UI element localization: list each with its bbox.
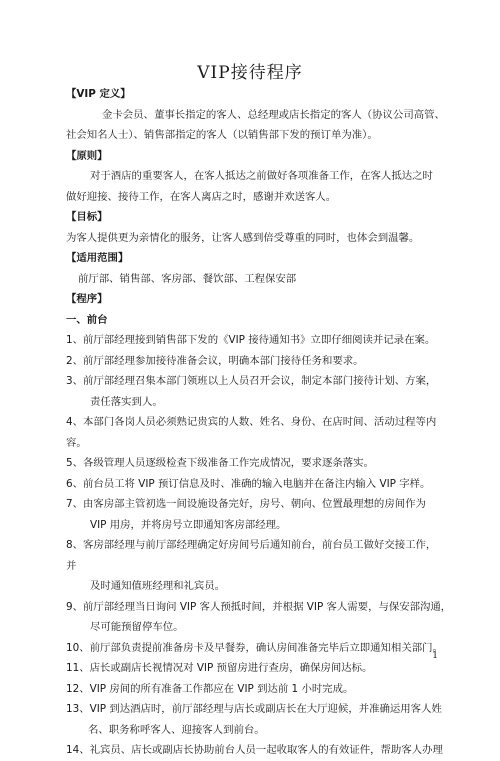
step-item: 13、VIP 到达酒店时，前厅部经理与店长或副店长在大厅迎候，并准确运用客人姓 <box>66 703 442 715</box>
step-item-continuation: 容。 <box>66 436 87 449</box>
paragraph-line: 对于酒店的重要客人，在客人抵达之前做好各项准备工作，在客人抵达之时 <box>90 170 433 182</box>
section-heading-scope: 【适用范围】 <box>66 252 129 264</box>
step-item: 11、店长或副店长视情况对 VIP 预留房进行查房，确保房间达标。 <box>66 662 373 674</box>
page-title: VIP接待程序 <box>197 63 303 83</box>
paragraph-line: 为客人提供更为亲情化的服务，让客人感到倍受尊重的同时，也体会到温馨。 <box>66 231 420 244</box>
paragraph-line: 金卡会员、董事长指定的客人、总经理或店长指定的客人（协议公司高管、 <box>102 108 445 121</box>
step-item-continuation: 名、职务称呼客人、迎接客人到前台。 <box>88 723 265 736</box>
step-item-continuation: 责任落实到人。 <box>90 395 163 408</box>
step-item: 14、礼宾员、店长或副店长协助前台人员一起收取客人的有效证件，帮助客人办理 <box>66 744 443 756</box>
step-item-continuation: 及时通知值班经理和礼宾员。 <box>90 580 226 592</box>
step-item: 9、前厅部经理当日询问 VIP 客人预抵时间，并根据 VIP 客人需要，与保安部沟通， <box>66 600 452 613</box>
section-heading-goal: 【目标】 <box>66 211 108 223</box>
section-heading-definition: 【VIP 定义】 <box>66 88 131 100</box>
step-item: 4、本部门各岗人员必须熟记贵宾的人数、姓名、身份、在店时间、活动过程等内 <box>66 416 437 428</box>
step-item: 8、客房部经理与前厅部经理确定好房间号后通知前台，前台员工做好交接工作， <box>66 539 437 551</box>
paragraph-line: 前厅部、销售部、客房部、餐饮部、工程保安部 <box>78 272 297 285</box>
document-body <box>66 84 452 761</box>
subsection-heading-front-desk: 一、前台 <box>66 313 108 326</box>
step-item: 1、前厅部经理接到销售部下发的《VIP 接待通知书》立即仔细阅读并记录在案。 <box>66 334 436 346</box>
step-item: 3、前厅部经理召集本部门领班以上人员召开会议，制定本部门接待计划、方案， <box>66 375 437 387</box>
page-number: 1 <box>432 651 438 661</box>
step-item-continuation: 并 <box>66 559 77 572</box>
step-item: 12、VIP 房间的所有准备工作都应在 VIP 到达前 1 小时完成。 <box>66 682 354 695</box>
section-heading-procedure: 【程序】 <box>66 293 108 305</box>
step-item: 2、前厅部经理参加接待准备会议，明确本部门接待任务和要求。 <box>66 354 364 367</box>
step-item: 6、前台员工将 VIP 预订信息及时、准确的输入电脑并在备注内输入 VIP 字样。 <box>66 477 431 490</box>
section-heading-principle: 【原则】 <box>66 149 108 162</box>
step-item-continuation: VIP 用房，并将房号立即通知客房部经理。 <box>90 518 287 531</box>
step-item: 10、前厅部负责提前准备房卡及早餐券，确认房间准备完毕后立即通知相关部门。 <box>66 641 443 654</box>
paragraph-line: 做好迎接、接待工作，在客人离店之时，感谢并欢送客人。 <box>66 190 337 203</box>
step-item: 7、由客房部主管初选一间设施设备完好，房号、朝向、位置最理想的房间作为 <box>66 498 426 510</box>
step-item: 5、各级管理人员逐级检查下级准备工作完成情况，要求逐条落实。 <box>66 457 374 469</box>
step-item-continuation: 尽可能预留停车位。 <box>90 621 184 633</box>
paragraph-line: 社会知名人士）、销售部指定的客人（以销售部下发的预订单为准）。 <box>66 129 378 141</box>
